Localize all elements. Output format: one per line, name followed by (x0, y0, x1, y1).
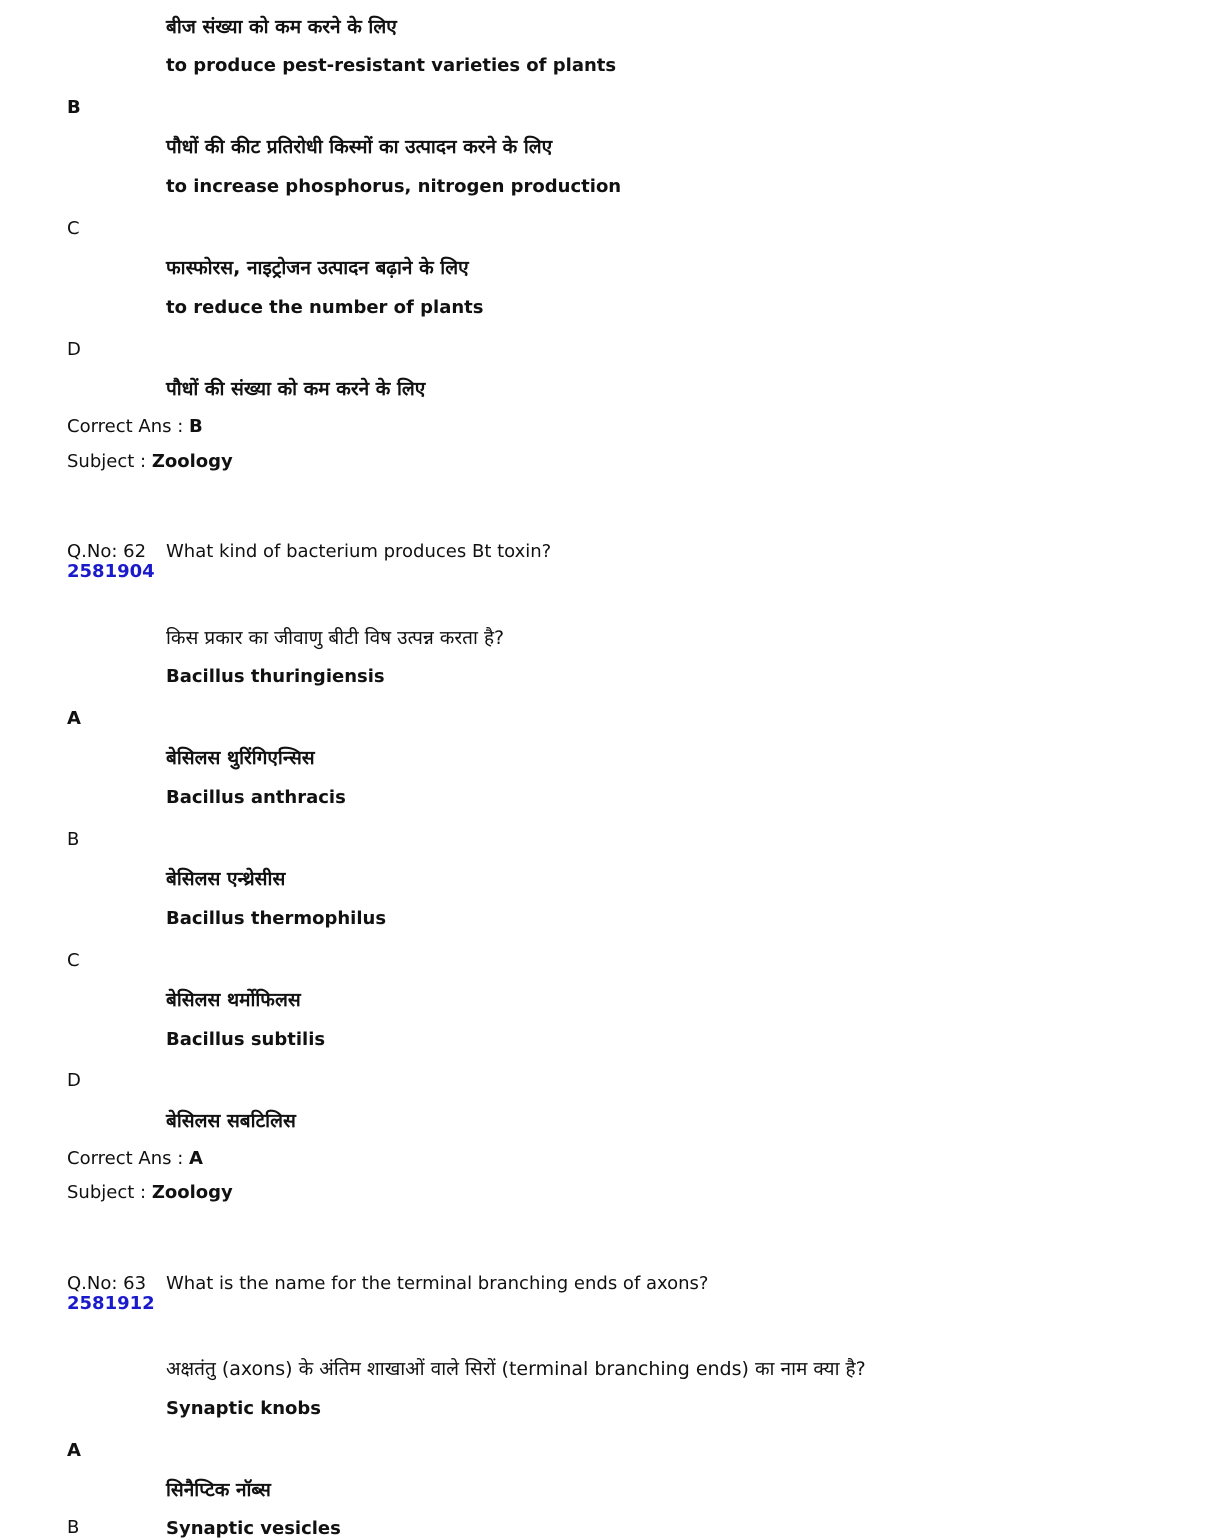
question-text-english: What is the name for the terminal branching ends of axons? (166, 1273, 709, 1294)
option-label-a: A (67, 1440, 81, 1461)
correct-answer-value: B (189, 416, 203, 437)
option-b-hindi: पौधों की कीट प्रतिरोधी किस्मों का उत्पादन करने के लिए (166, 136, 553, 158)
option-label-d: D (67, 339, 81, 360)
correct-answer-label: Correct Ans : (67, 1148, 184, 1169)
question-id: 2581912 (67, 1293, 155, 1314)
option-c-english: Bacillus thermophilus (166, 908, 387, 929)
subject-label: Subject : (67, 451, 147, 472)
question-number: Q.No: 62 (67, 541, 147, 562)
option-b-english: Bacillus anthracis (166, 787, 346, 808)
option-a-hindi: सिनैप्टिक नॉब्स (166, 1479, 271, 1501)
option-c-hindi: बेसिलस थर्मोफिलस (166, 989, 301, 1011)
option-label-c: C (67, 950, 80, 971)
correct-answer-label: Correct Ans : (67, 416, 184, 437)
option-b-hindi: बेसिलस एन्थ्रेसीस (166, 868, 286, 890)
option-label-b: B (67, 1517, 80, 1538)
option-d-hindi: बेसिलस सबटिलिस (166, 1110, 296, 1132)
option-a-english: Synaptic knobs (166, 1398, 322, 1419)
subject-label: Subject : (67, 1182, 147, 1203)
subject-line (67, 451, 233, 473)
option-label-d: D (67, 1070, 81, 1091)
option-label-a: A (67, 708, 81, 729)
correct-answer-line (67, 1148, 203, 1170)
option-a-hindi: बेसिलस थुरिंगिएन्सिस (166, 747, 315, 769)
question-id: 2581904 (67, 561, 155, 582)
option-c-english: to increase phosphorus, nitrogen production (166, 176, 622, 197)
option-d-english: to reduce the number of plants (166, 297, 484, 318)
option-b-english: to produce pest-resistant varieties of plants (166, 55, 617, 76)
subject-value: Zoology (151, 451, 233, 472)
question-text-hindi: अक्षतंतु (axons) के अंतिम शाखाओं वाले सिरों (terminal branching ends) का नाम क्या है? (166, 1358, 866, 1380)
option-c-hindi: फास्फोरस, नाइट्रोजन उत्पादन बढ़ाने के लिए (166, 257, 469, 279)
option-b-english: Synaptic vesicles (166, 1518, 341, 1539)
subject-line (67, 1182, 233, 1204)
correct-answer-line (67, 416, 203, 438)
subject-value: Zoology (151, 1182, 233, 1203)
option-d-english: Bacillus subtilis (166, 1029, 326, 1050)
option-d-hindi: पौधों की संख्या को कम करने के लिए (166, 378, 426, 400)
question-number: Q.No: 63 (67, 1273, 147, 1294)
question-text-hindi: किस प्रकार का जीवाणु बीटी विष उत्पन्न करता है? (166, 627, 505, 649)
option-label-c: C (67, 218, 80, 239)
option-label-b: B (67, 97, 81, 118)
option-a-hindi: बीज संख्या को कम करने के लिए (166, 16, 397, 38)
correct-answer-value: A (189, 1148, 203, 1169)
question-text-english: What kind of bacterium produces Bt toxin? (166, 541, 552, 562)
option-label-b: B (67, 829, 80, 850)
option-a-english: Bacillus thuringiensis (166, 666, 385, 687)
